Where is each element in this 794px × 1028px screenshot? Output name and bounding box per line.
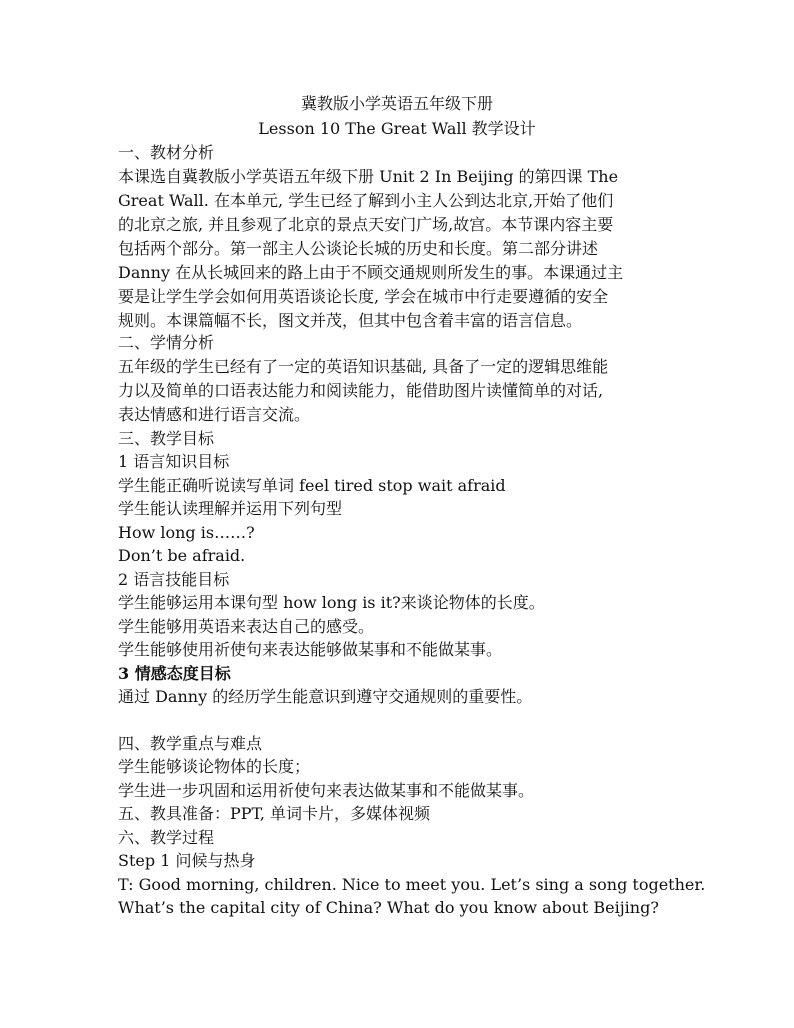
paragraph-line: Danny 在从长城回来的路上由于不顾交通规则所发生的事。本课通过主	[118, 263, 624, 282]
paragraph-line: Great Wall. 在本单元, 学生已经了解到小主人公到达北京,开始了他们	[118, 191, 614, 210]
subheading-attitude-goals: 3 情感态度目标	[118, 664, 231, 683]
dialogue-line: T: Good morning, children. Nice to meet you. Let’s sing a song together.	[118, 875, 706, 894]
subheading-knowledge-goals: 1 语言知识目标	[118, 452, 230, 471]
section-heading-teaching-process: 六、教学过程	[118, 828, 215, 847]
section-heading-teaching-goals: 三、教学目标	[118, 429, 215, 448]
document-subtitle: Lesson 10 The Great Wall 教学设计	[258, 119, 536, 138]
dialogue-line: What’s the capital city of China? What do you know about Beijing?	[118, 898, 659, 917]
paragraph-line: 五年级的学生已经有了一定的英语知识基础, 具备了一定的逻辑思维能	[118, 357, 609, 376]
paragraph-line: 的北京之旅, 并且参观了北京的景点天安门广场,故宫。本节课内容主要	[118, 215, 614, 234]
paragraph-line: 学生能够运用本课句型 how long is it?来谈论物体的长度。	[118, 593, 545, 612]
sentence-pattern: Don’t be afraid.	[118, 546, 246, 565]
subheading-skill-goals: 2 语言技能目标	[118, 570, 230, 589]
step-heading: Step 1 问候与热身	[118, 851, 256, 870]
document-title: 冀教版小学英语五年级下册	[300, 94, 493, 113]
paragraph-line: 学生能够用英语来表达自己的感受。	[118, 617, 375, 636]
section-heading-teaching-aids: 五、教具准备：PPT, 单词卡片，多媒体视频	[118, 804, 431, 823]
paragraph-line: 学生能够使用祈使句来表达能够做某事和不能做某事。	[118, 640, 503, 659]
paragraph-line: 学生能够谈论物体的长度；	[118, 757, 311, 776]
paragraph-line: 本课选自冀教版小学英语五年级下册 Unit 2 In Beijing 的第四课 The	[118, 167, 619, 186]
paragraph-line: 要是让学生学会如何用英语谈论长度, 学会在城市中行走要遵循的安全	[118, 287, 609, 306]
paragraph-line: 力以及简单的口语表达能力和阅读能力，能借助图片读懂简单的对话,	[118, 381, 604, 400]
paragraph-line: 包括两个部分。第一部主人公谈论长城的历史和长度。第二部分讲述	[118, 239, 599, 258]
paragraph-line: 表达情感和进行语言交流。	[118, 405, 311, 424]
paragraph-line: 通过 Danny 的经历学生能意识到遵守交通规则的重要性。	[118, 687, 533, 706]
section-heading-textbook-analysis: 一、教材分析	[118, 143, 215, 162]
sentence-pattern: How long is……?	[118, 523, 255, 542]
section-heading-student-analysis: 二、学情分析	[118, 333, 215, 352]
paragraph-line: 规则。本课篇幅不长，图文并茂，但其中包含着丰富的语言信息。	[118, 311, 583, 330]
section-heading-key-points: 四、教学重点与难点	[118, 734, 263, 753]
paragraph-line: 学生进一步巩固和运用祈使句来表达做某事和不能做某事。	[118, 781, 535, 800]
paragraph-line: 学生能认读理解并运用下列句型	[118, 499, 343, 518]
paragraph-line: 学生能正确听说读写单词 feel tired stop wait afraid	[118, 476, 506, 495]
